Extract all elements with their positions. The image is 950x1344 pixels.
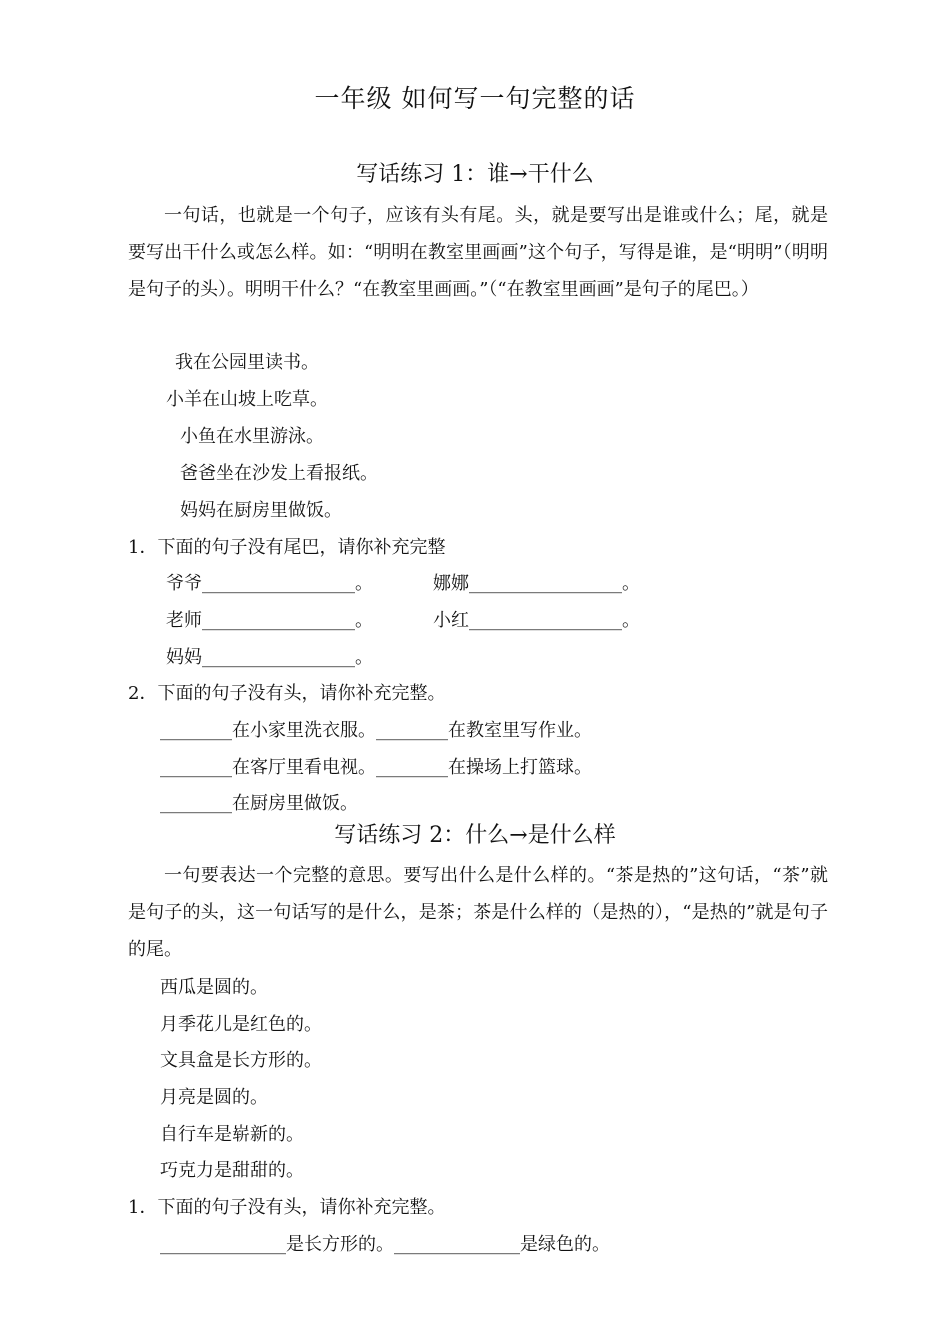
example-sentence: 文具盒是长方形的。 [160, 1050, 322, 1071]
example-sentence: 妈妈在厨房里做饭。 [180, 500, 342, 521]
fill-blank-line: ________在客厅里看电视。________在操场上打篮球。 [160, 757, 592, 778]
fill-blank-item: 娜娜_________________。 [433, 573, 640, 594]
question1-prompt: 1．下面的句子没有头，请你补充完整。 [128, 1197, 446, 1218]
example-sentence: 我在公园里读书。 [175, 352, 319, 373]
example-sentence: 西瓜是圆的。 [160, 977, 268, 998]
fill-blank-line: ______________是长方形的。______________是绿色的。 [160, 1234, 610, 1255]
fill-blank-line: ________在厨房里做饭。 [160, 793, 358, 814]
example-sentence: 自行车是崭新的。 [160, 1124, 304, 1145]
example-sentence: 月季花儿是红色的。 [160, 1014, 322, 1035]
section2-intro: 一句要表达一个完整的意思。要写出什么是什么样的。“茶是热的”这句话，“茶”就是句子的头，这一句话写的是什么，是茶；茶是什么样的（是热的），“是热的”就是句子的尾。 [128, 865, 828, 960]
example-sentence: 月亮是圆的。 [160, 1087, 268, 1108]
fill-blank-line: ________在小家里洗衣服。________在教室里写作业。 [160, 720, 592, 741]
fill-blank-item: 小红_________________。 [433, 610, 640, 631]
example-sentence: 巧克力是甜甜的。 [160, 1160, 304, 1181]
fill-blank-item: 老师_________________。 [166, 610, 373, 631]
example-sentence: 小鱼在水里游泳。 [180, 426, 324, 447]
page-title: 一年级 如何写一句完整的话 [314, 84, 636, 113]
question2-prompt: 2．下面的句子没有头，请你补充完整。 [128, 683, 446, 704]
section1-intro: 一句话，也就是一个句子，应该有头有尾。头，就是要写出是谁或什么；尾，就是要写出干什么或怎么样。如：“明明在教室里画画”这个句子，写得是谁，是“明明”（明明是句子的头）。明明干什么？“在教室里画画。”（“在教室里画画”是句子的尾巴。） [128, 205, 828, 300]
example-sentence: 小羊在山坡上吃草。 [166, 389, 328, 410]
fill-blank-item: 爷爷_________________。 [166, 573, 373, 594]
section2-heading: 写话练习 2：什么→是什么样 [334, 823, 616, 848]
section1-heading: 写话练习 1：谁→干什么 [356, 162, 594, 187]
question1-prompt: 1．下面的句子没有尾巴，请你补充完整 [128, 537, 446, 558]
fill-blank-item: 妈妈_________________。 [166, 647, 373, 668]
example-sentence: 爸爸坐在沙发上看报纸。 [180, 463, 378, 484]
